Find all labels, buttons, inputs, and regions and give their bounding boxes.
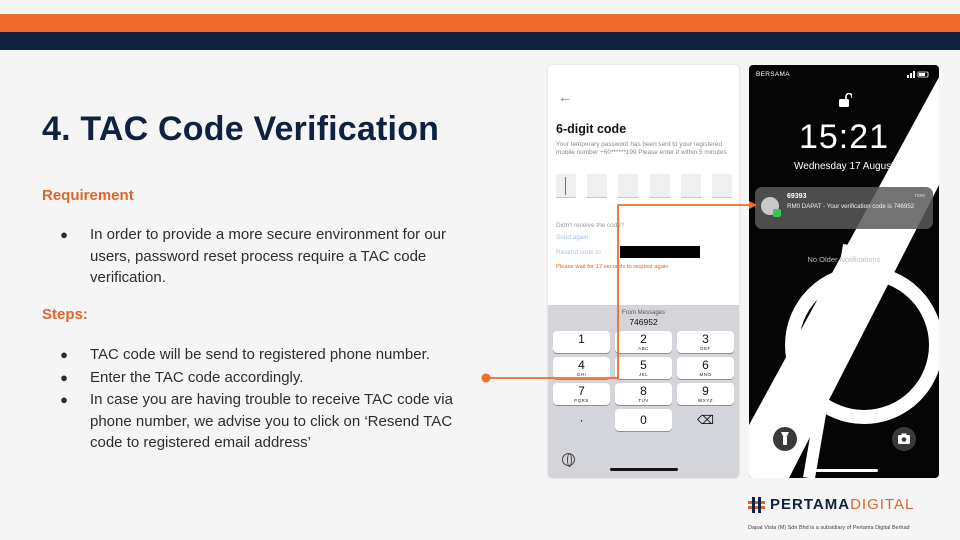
arrow-left-icon[interactable]: ← xyxy=(558,89,572,105)
tac-heading: 6-digit code xyxy=(556,122,627,136)
bullet-dot: ● xyxy=(60,227,68,242)
steps-heading: Steps: xyxy=(42,306,88,323)
key-6[interactable]: 6 MNO xyxy=(677,357,734,379)
wait-countdown-text: Please wait for 17 seconds to request again xyxy=(556,264,669,270)
key-1[interactable]: 1 xyxy=(553,331,610,353)
bullet-text: Enter the TAC code accordingly. xyxy=(90,368,304,386)
tac-description: Your temporary password has been sent to your registered mobile number +60******199 Please enter it within 5 minutes xyxy=(556,141,727,156)
key-0[interactable]: 0 xyxy=(615,409,672,431)
suggestion-source: From Messages xyxy=(621,310,665,316)
resend-code-link[interactable]: Resend code to xyxy=(556,249,601,256)
key-8[interactable]: 8 TUV xyxy=(615,383,672,405)
slide-title: 4. TAC Code Verification xyxy=(42,110,440,148)
bullet-dot: ● xyxy=(60,392,68,407)
key-9[interactable]: 9 WXYZ xyxy=(677,383,734,405)
notification-sender: 69393 xyxy=(787,193,807,200)
brand-name-light: DIGITAL xyxy=(850,496,915,513)
backspace-icon[interactable]: ⌫ xyxy=(697,413,714,427)
suggestion-code: 746952 xyxy=(629,317,658,327)
didnt-receive-text: Didn't receive the code? xyxy=(556,222,625,229)
brand-logo xyxy=(748,496,914,513)
footer-note: Dapat Vista (M) Sdn Bhd is a subsidiary of Pertama Digital Berhad xyxy=(748,525,910,531)
send-again-link[interactable]: Send again xyxy=(556,234,589,241)
notification-time: now xyxy=(914,193,925,199)
pertama-logo-icon xyxy=(748,496,765,513)
key-dot: · xyxy=(579,413,584,427)
bullet-dot: ● xyxy=(60,347,68,362)
carrier-label: BERSAMA xyxy=(756,71,790,78)
brand-name-bold: PERTAMA xyxy=(770,496,851,513)
notification-body: RM0 DAPAT - Your verification code is 746952 xyxy=(787,203,915,210)
lock-date: Wednesday 17 August xyxy=(794,161,894,172)
key-7[interactable]: 7 PQRS xyxy=(553,383,610,405)
bullet-text: In case you are having trouble to receive TAC code via phone number, we advise you to click on ‘Resend TAC code to registered email address’ xyxy=(90,391,453,451)
older-notifications-text: No Older Notifications xyxy=(807,255,881,264)
key-4[interactable]: 4 GHI xyxy=(553,357,610,379)
requirement-heading: Requirement xyxy=(42,187,134,204)
key-3[interactable]: 3 DEF xyxy=(677,331,734,353)
bullet-text: TAC code will be send to registered phone number. xyxy=(90,346,430,363)
lock-time: 15:21 xyxy=(798,118,890,156)
key-5[interactable]: 5 JKL xyxy=(615,357,672,379)
bullet-text: In order to provide a more secure environment for our users, password reset process require a TAC code verification. xyxy=(90,226,447,286)
key-2[interactable]: 2 ABC xyxy=(615,331,672,353)
bullet-dot: ● xyxy=(60,369,68,385)
